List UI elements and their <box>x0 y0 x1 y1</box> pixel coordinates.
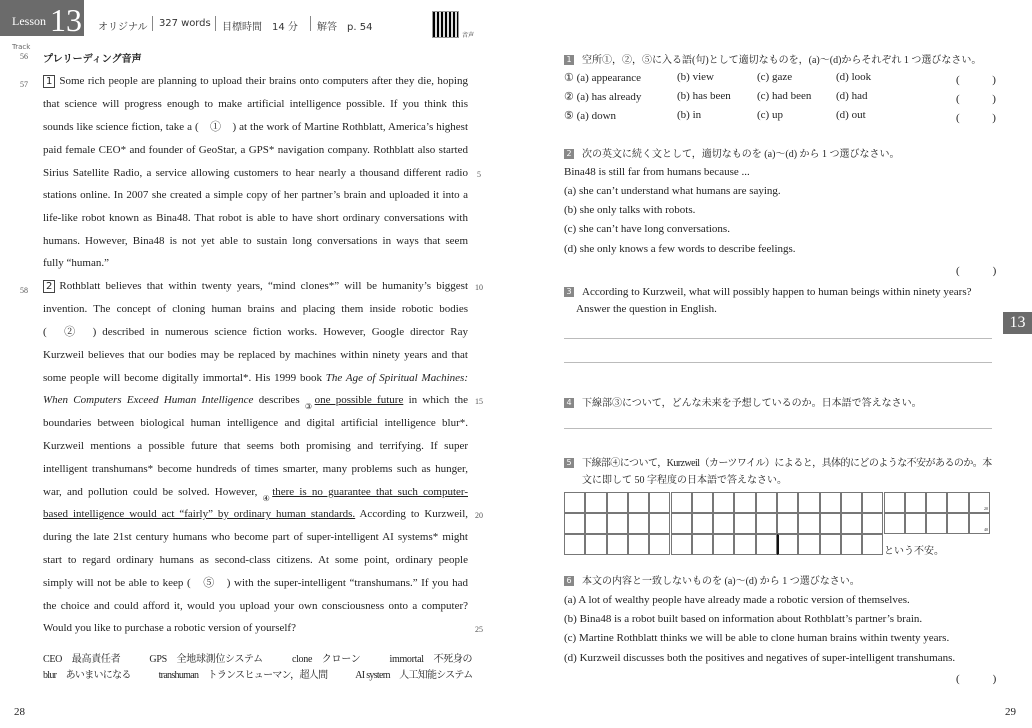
grid-cell[interactable] <box>820 492 841 513</box>
question-number: 1 <box>564 55 574 65</box>
grid-cell[interactable] <box>628 534 649 555</box>
question-number: 3 <box>564 287 574 297</box>
q4-prompt <box>564 394 922 409</box>
q6-option[interactable]: (d) Kurzweil discusses both the positives and negatives of super-intelligent transhumans. <box>564 652 956 664</box>
grid-cell[interactable] <box>692 513 713 534</box>
grid-cell[interactable] <box>905 513 926 534</box>
question-number: 5 <box>564 458 574 468</box>
grid-cell[interactable] <box>628 513 649 534</box>
grid-cell[interactable] <box>820 513 841 534</box>
passage-text: Would you like to purchase a robotic version of yourself? <box>43 622 296 634</box>
grid-cell[interactable] <box>607 492 628 513</box>
answer-line[interactable] <box>564 362 992 363</box>
grid-cell[interactable] <box>585 492 606 513</box>
grid-cell[interactable] <box>798 513 819 534</box>
q1-option-d[interactable]: (d) look <box>836 71 872 83</box>
passage-line <box>43 484 468 507</box>
qr-code-icon[interactable] <box>432 11 459 38</box>
grid-cell[interactable] <box>884 492 905 513</box>
grid-cell[interactable] <box>671 492 692 513</box>
passage-text: Some rich people are planning to upload their brains onto computers after they die, hoping <box>59 75 468 87</box>
grid-cell[interactable] <box>820 534 841 555</box>
passage-line <box>43 415 468 431</box>
grid-cell[interactable] <box>756 513 777 534</box>
grid-cell[interactable] <box>862 492 883 513</box>
passage-line <box>43 347 468 363</box>
grid-cell[interactable] <box>862 534 883 555</box>
passage-text: humans. However, Bina48 is not yet able to sustain long conversations in ways that seem <box>43 235 468 247</box>
grid-cell[interactable] <box>564 534 585 555</box>
grid-cell[interactable] <box>841 513 862 534</box>
answer-line[interactable] <box>564 428 992 429</box>
q1-option-c[interactable]: (c) had been <box>757 90 812 102</box>
passage-text: When Computers Exceed Human Intelligence <box>43 394 254 406</box>
grid-cell[interactable] <box>649 492 670 513</box>
q1-option-a[interactable]: ② (a) has already <box>564 91 642 103</box>
grid-cell[interactable] <box>649 534 670 555</box>
grid-cell[interactable] <box>841 492 862 513</box>
grid-cell[interactable] <box>798 492 819 513</box>
audio-label: 音声 <box>462 32 475 39</box>
grid-cell[interactable] <box>777 492 798 513</box>
passage-text: based intelligence would act “fairly” by ordinary human standards. <box>43 508 356 520</box>
q5-prompt-line2: 文に即して 50 字程度の日本語で答えなさい。 <box>582 475 787 486</box>
grid-cell[interactable] <box>734 534 755 555</box>
track-number: 57 <box>20 80 28 89</box>
grid-cell[interactable] <box>671 513 692 534</box>
q1-option-c[interactable]: (c) gaze <box>757 71 793 83</box>
answer-blank[interactable]: ( ) <box>956 673 997 685</box>
grid-cell[interactable] <box>692 534 713 555</box>
grid-cell[interactable] <box>564 513 585 534</box>
passage-text: life-like robot known as Bina48. That robot is able to have short ordinary conversations with <box>43 212 468 224</box>
grid-cell[interactable] <box>713 492 734 513</box>
answer-line[interactable] <box>564 338 992 339</box>
track-number: 58 <box>20 286 28 295</box>
passage-text: some people will become digitally immortal*. His 1999 book <box>43 372 326 384</box>
word-count: 327 words <box>159 18 211 29</box>
grid-cell[interactable] <box>905 492 926 513</box>
glossary <box>43 652 473 684</box>
lesson-number: 13 <box>50 2 82 38</box>
line-number: 20 <box>475 511 483 520</box>
q5-prompt <box>564 454 992 469</box>
grid-cell[interactable] <box>926 492 947 513</box>
grid-cell[interactable] <box>585 513 606 534</box>
q6-prompt <box>564 572 860 587</box>
underline-marker: ③ <box>304 402 315 411</box>
track-label: Track <box>12 43 31 51</box>
passage-line <box>43 233 468 249</box>
q1-option-c[interactable]: (c) up <box>757 109 783 121</box>
grid-cell[interactable] <box>798 534 819 555</box>
q2-prompt <box>564 145 900 160</box>
source-label: オリジナル <box>98 22 148 33</box>
passage-text: describes <box>253 394 305 406</box>
answer-blank[interactable]: ( ) <box>956 265 997 277</box>
passage-line <box>43 96 468 112</box>
passage-text: Sirius Satellite Radio, a service allowing customers to hear nearly a thousand different radio <box>43 167 468 179</box>
page-number-right: 29 <box>1005 706 1016 718</box>
grid-cell[interactable] <box>713 513 734 534</box>
prompt-text: 空所①，②，⑤に入る語(句)として適切なものを，(a)～(d)からそれぞれ 1 つ選びなさい。 <box>582 55 982 66</box>
passage-line <box>43 119 468 135</box>
glossary-row: CEO 最高責任者 GPS 全地球測位システム clone クローン immortal 不死身の <box>43 654 473 665</box>
q3-prompt <box>564 286 972 298</box>
passage-line <box>43 210 468 226</box>
grid-cell[interactable] <box>884 513 905 534</box>
prompt-text: 下線部④について，Kurzweil（カーツワイル）によると，具体的にどのような不安があるのか。本 <box>582 458 992 469</box>
passage-line <box>43 552 468 568</box>
passage-text: According to Kurzweil, <box>355 508 469 520</box>
line-number: 10 <box>475 283 483 292</box>
grid-cell[interactable] <box>841 534 862 555</box>
prompt-text: 下線部③について，どんな未来を予想しているのか。日本語で答えなさい。 <box>582 398 922 409</box>
q1-answer-blank[interactable]: ( ) <box>956 93 996 105</box>
passage-line <box>43 73 468 89</box>
question-number: 2 <box>564 149 574 159</box>
grid-cell[interactable] <box>756 534 777 555</box>
passage-text: The Age of Spiritual Machines: <box>325 372 468 384</box>
line-number: 25 <box>475 625 483 634</box>
prompt-text: According to Kurzweil, what will possibly happen to human beings within ninety years? <box>582 286 972 298</box>
passage-line <box>43 438 468 454</box>
question-number: 4 <box>564 398 574 408</box>
q1-option-b[interactable]: (b) view <box>677 71 714 83</box>
passage-line <box>43 598 468 614</box>
passage-text: war, and pollution could be solved. However, <box>43 486 263 498</box>
q3-prompt-line2: Answer the question in English. <box>576 303 717 315</box>
q2-option[interactable]: (d) she only knows a few words to describe feelings. <box>564 243 796 255</box>
grid-cell[interactable] <box>862 513 883 534</box>
question-number: 6 <box>564 576 574 586</box>
passage-text: Kurzweil mentions a possible future that seems both promising and terrifying. If super <box>43 440 468 452</box>
q2-option[interactable]: (a) she can’t understand what humans are saying. <box>564 185 781 197</box>
chapter-side-tab: 13 <box>1003 312 1032 334</box>
divider <box>215 16 216 31</box>
passage-line <box>43 461 468 477</box>
q6-option[interactable]: (b) Bina48 is a robot built based on information about Rothblatt’s partner’s brain. <box>564 613 923 625</box>
divider <box>152 16 153 31</box>
lesson-badge <box>0 0 84 36</box>
grid-cell[interactable] <box>777 534 798 555</box>
grid-count-mark: 20 <box>984 506 988 511</box>
grid-cell[interactable] <box>671 534 692 555</box>
grid-cell[interactable] <box>628 492 649 513</box>
target-time: 目標時間 14 分 <box>222 22 298 33</box>
glossary-row: blur あいまいになる transhuman トランスヒューマン，超人間 AI system 人工知能システム <box>43 670 473 681</box>
passage-text: Kurzweil believes that our bodies may be replaced by machines within ninety years and that <box>43 349 468 361</box>
grid-cell[interactable] <box>734 492 755 513</box>
q1-answer-blank[interactable]: ( ) <box>956 74 996 86</box>
passage-text: the choice and could afford it, would you upload your own consciousness onto a computer? <box>43 600 468 612</box>
passage-text: ( ② ) described in numerous science fiction works. However, Google director Ray <box>43 326 468 338</box>
q1-option-b[interactable]: (b) in <box>677 109 702 121</box>
grid-cell[interactable] <box>607 513 628 534</box>
q1-option-a[interactable]: ① (a) appearance <box>564 72 642 84</box>
grid-cell[interactable] <box>926 513 947 534</box>
grid-cell[interactable] <box>734 513 755 534</box>
q1-option-a[interactable]: ⑤ (a) down <box>564 110 617 122</box>
passage-line <box>43 392 468 415</box>
grid-cell[interactable] <box>649 513 670 534</box>
passage-text: that science will progress enough to make artificial intelligence possible. If you think this <box>43 98 468 110</box>
q6-option[interactable]: (a) A lot of wealthy people have already made a robotic version of themselves. <box>564 594 910 606</box>
grid-cell[interactable] <box>692 492 713 513</box>
passage-text: start to regard ordinary humans as second-class citizens. At some point, ordinary people <box>43 554 468 566</box>
grid-cell[interactable] <box>777 513 798 534</box>
q6-option[interactable]: (c) Martine Rothblatt thinks we will be able to clone human brains within twenty years. <box>564 632 950 644</box>
passage-text: Rothblatt believes that within twenty years, “mind clones*” will be humanity’s biggest <box>59 280 468 292</box>
passage-line <box>43 255 468 271</box>
passage-text: sounds like science fiction, take a ( ① ) at the work of Martine Rothblatt, America’s highest <box>43 121 468 133</box>
passage-line <box>43 301 468 317</box>
grid-cell[interactable] <box>756 492 777 513</box>
passage-text: during the late 21st century humans who become part of super-intelligent AI systems* might <box>43 531 468 543</box>
passage-text: boundaries between biological human intelligence and digital artificial intelligence blur*. <box>43 417 468 429</box>
line-number: 15 <box>475 397 483 406</box>
paragraph-number: 1 <box>43 75 55 88</box>
passage-line <box>43 278 468 294</box>
q1-answer-blank[interactable]: ( ) <box>956 112 996 124</box>
q2-option[interactable]: (c) she can’t have long conversations. <box>564 223 730 235</box>
paragraph-number: 2 <box>43 280 55 293</box>
passage-line <box>43 370 468 386</box>
passage-line <box>43 529 468 545</box>
q2-stem: Bina48 is still far from humans because ... <box>564 166 750 178</box>
line-number: 5 <box>477 170 481 179</box>
passage-text: paid female CEO* and founder of GeoStar, a GPS* navigation company. Rothblatt also started <box>43 144 468 156</box>
grid-suffix: という不安。 <box>884 546 944 557</box>
grid-count-mark: 40 <box>984 527 988 532</box>
divider <box>310 16 311 31</box>
page-number-left: 28 <box>14 706 25 718</box>
grid-cell[interactable] <box>585 534 606 555</box>
passage-line <box>43 575 468 591</box>
lesson-label: Lesson <box>12 14 46 28</box>
grid-cell[interactable] <box>564 492 585 513</box>
q1-prompt <box>564 51 981 66</box>
q1-option-d[interactable]: (d) had <box>836 90 868 102</box>
passage-text: simply will not be able to keep ( ⑤ ) with the super-intelligent “transhumans.” If you had <box>43 577 468 589</box>
track-title[interactable]: プレリーディング音声 <box>43 54 142 65</box>
prompt-text: 次の英文に続く文として，適切なものを (a)～(d) から 1 つ選びなさい。 <box>582 149 900 160</box>
track-number: 56 <box>20 52 28 61</box>
passage-text: fully “human.” <box>43 257 109 269</box>
q2-option[interactable]: (b) she only talks with robots. <box>564 204 696 216</box>
passage-line <box>43 187 468 203</box>
passage-text: in which the <box>403 394 468 406</box>
passage-text: invention. The concept of cloning human brains and placing them inside robotic bodies <box>43 303 468 315</box>
passage-line <box>43 142 468 158</box>
q1-option-b[interactable]: (b) has been <box>677 90 731 102</box>
passage-line <box>43 506 468 522</box>
answer-page: 解答 p. 54 <box>317 22 373 33</box>
passage-text: there is no guarantee that such computer- <box>272 486 468 498</box>
prompt-text: 本文の内容と一致しないものを (a)～(d) から 1 つ選びなさい。 <box>582 576 860 587</box>
passage-line <box>43 620 468 636</box>
passage-text: stations online. In 2007 she created a simple copy of her partner’s brain and uploaded it into a <box>43 189 468 201</box>
grid-cell[interactable] <box>947 513 968 534</box>
grid-cell[interactable] <box>947 492 968 513</box>
passage-line <box>43 165 468 181</box>
passage-line <box>43 324 468 340</box>
grid-cell[interactable] <box>607 534 628 555</box>
passage-text: intelligent transhumans* become hundreds of times smarter, many problems such as hunger, <box>43 463 468 475</box>
grid-cell[interactable] <box>713 534 734 555</box>
underline-marker: ④ <box>262 494 273 503</box>
q1-option-d[interactable]: (d) out <box>836 109 866 121</box>
passage-text: one possible future <box>314 394 404 406</box>
